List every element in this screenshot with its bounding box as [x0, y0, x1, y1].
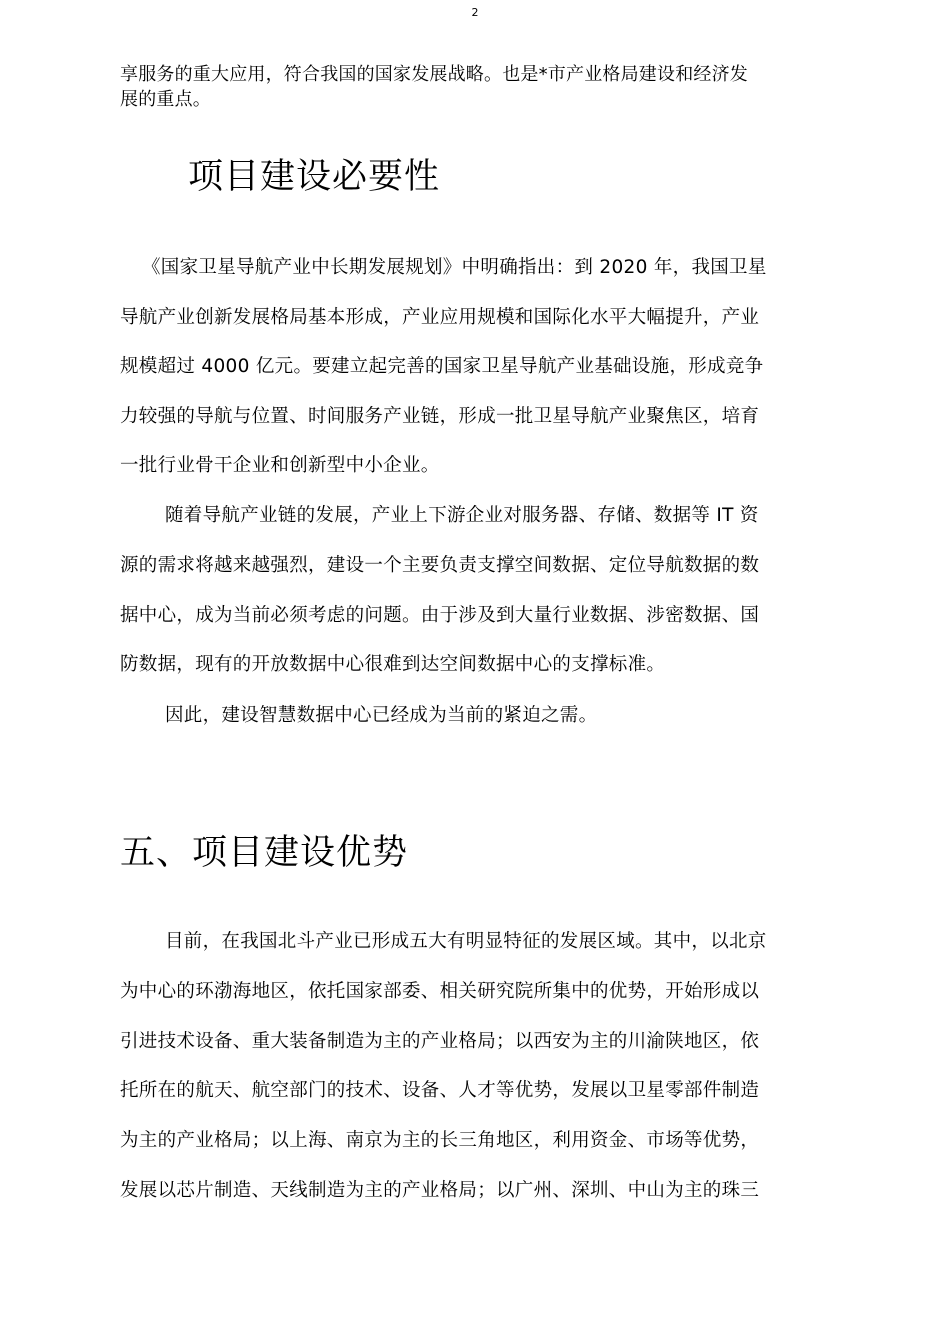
necessity-line: 《国家卫星导航产业中长期发展规划》中明确指出：到 2020 年，我国卫星: [142, 257, 767, 278]
necessity-line: 力较强的导航与位置、时间服务产业链，形成一批卫星导航产业聚焦区，培育: [120, 406, 760, 427]
advantages-line: 为中心的环渤海地区，依托国家部委、相关研究院所集中的优势，开始形成以: [120, 981, 760, 1002]
necessity-line: 源的需求将越来越强烈，建设一个主要负责支撑空间数据、定位导航数据的数: [120, 555, 760, 576]
intro-paragraph: [120, 62, 820, 112]
necessity-line: 因此，建设智慧数据中心已经成为当前的紧迫之需。: [165, 705, 598, 726]
necessity-line: 一批行业骨干企业和创新型中小企业。: [120, 455, 440, 476]
advantages-heading: 五、项目建设优势: [120, 833, 409, 873]
advantages-line: 引进技术设备、重大装备制造为主的产业格局；以西安为主的川渝陕地区，依: [120, 1031, 760, 1052]
necessity-line: 据中心，成为当前必须考虑的问题。由于涉及到大量行业数据、涉密数据、国: [120, 605, 760, 626]
page-number: 2: [471, 6, 479, 19]
necessity-line: 导航产业创新发展格局基本形成，产业应用规模和国际化水平大幅提升，产业: [120, 307, 760, 328]
advantages-line: 目前，在我国北斗产业已形成五大有明显特征的发展区域。其中，以北京: [165, 931, 767, 952]
intro-line: 享服务的重大应用，符合我国的国家发展战略。也是*市产业格局建设和经济发: [120, 64, 748, 85]
advantages-line: 发展以芯片制造、天线制造为主的产业格局；以广州、深圳、中山为主的珠三: [120, 1180, 760, 1201]
necessity-line: 随着导航产业链的发展，产业上下游企业对服务器、存储、数据等 IT 资: [165, 505, 759, 526]
intro-line: 展的重点。: [120, 89, 211, 110]
necessity-line: 规模超过 4000 亿元。要建立起完善的国家卫星导航产业基础设施，形成竞争: [120, 356, 764, 377]
necessity-heading: 项目建设必要性: [188, 157, 441, 197]
advantages-line: 为主的产业格局；以上海、南京为主的长三角地区，利用资金、市场等优势，: [120, 1130, 760, 1151]
necessity-line: 防数据，现有的开放数据中心很难到达空间数据中心的支撑标准。: [120, 654, 666, 675]
advantages-line: 托所在的航天、航空部门的技术、设备、人才等优势，发展以卫星零部件制造: [120, 1080, 760, 1101]
